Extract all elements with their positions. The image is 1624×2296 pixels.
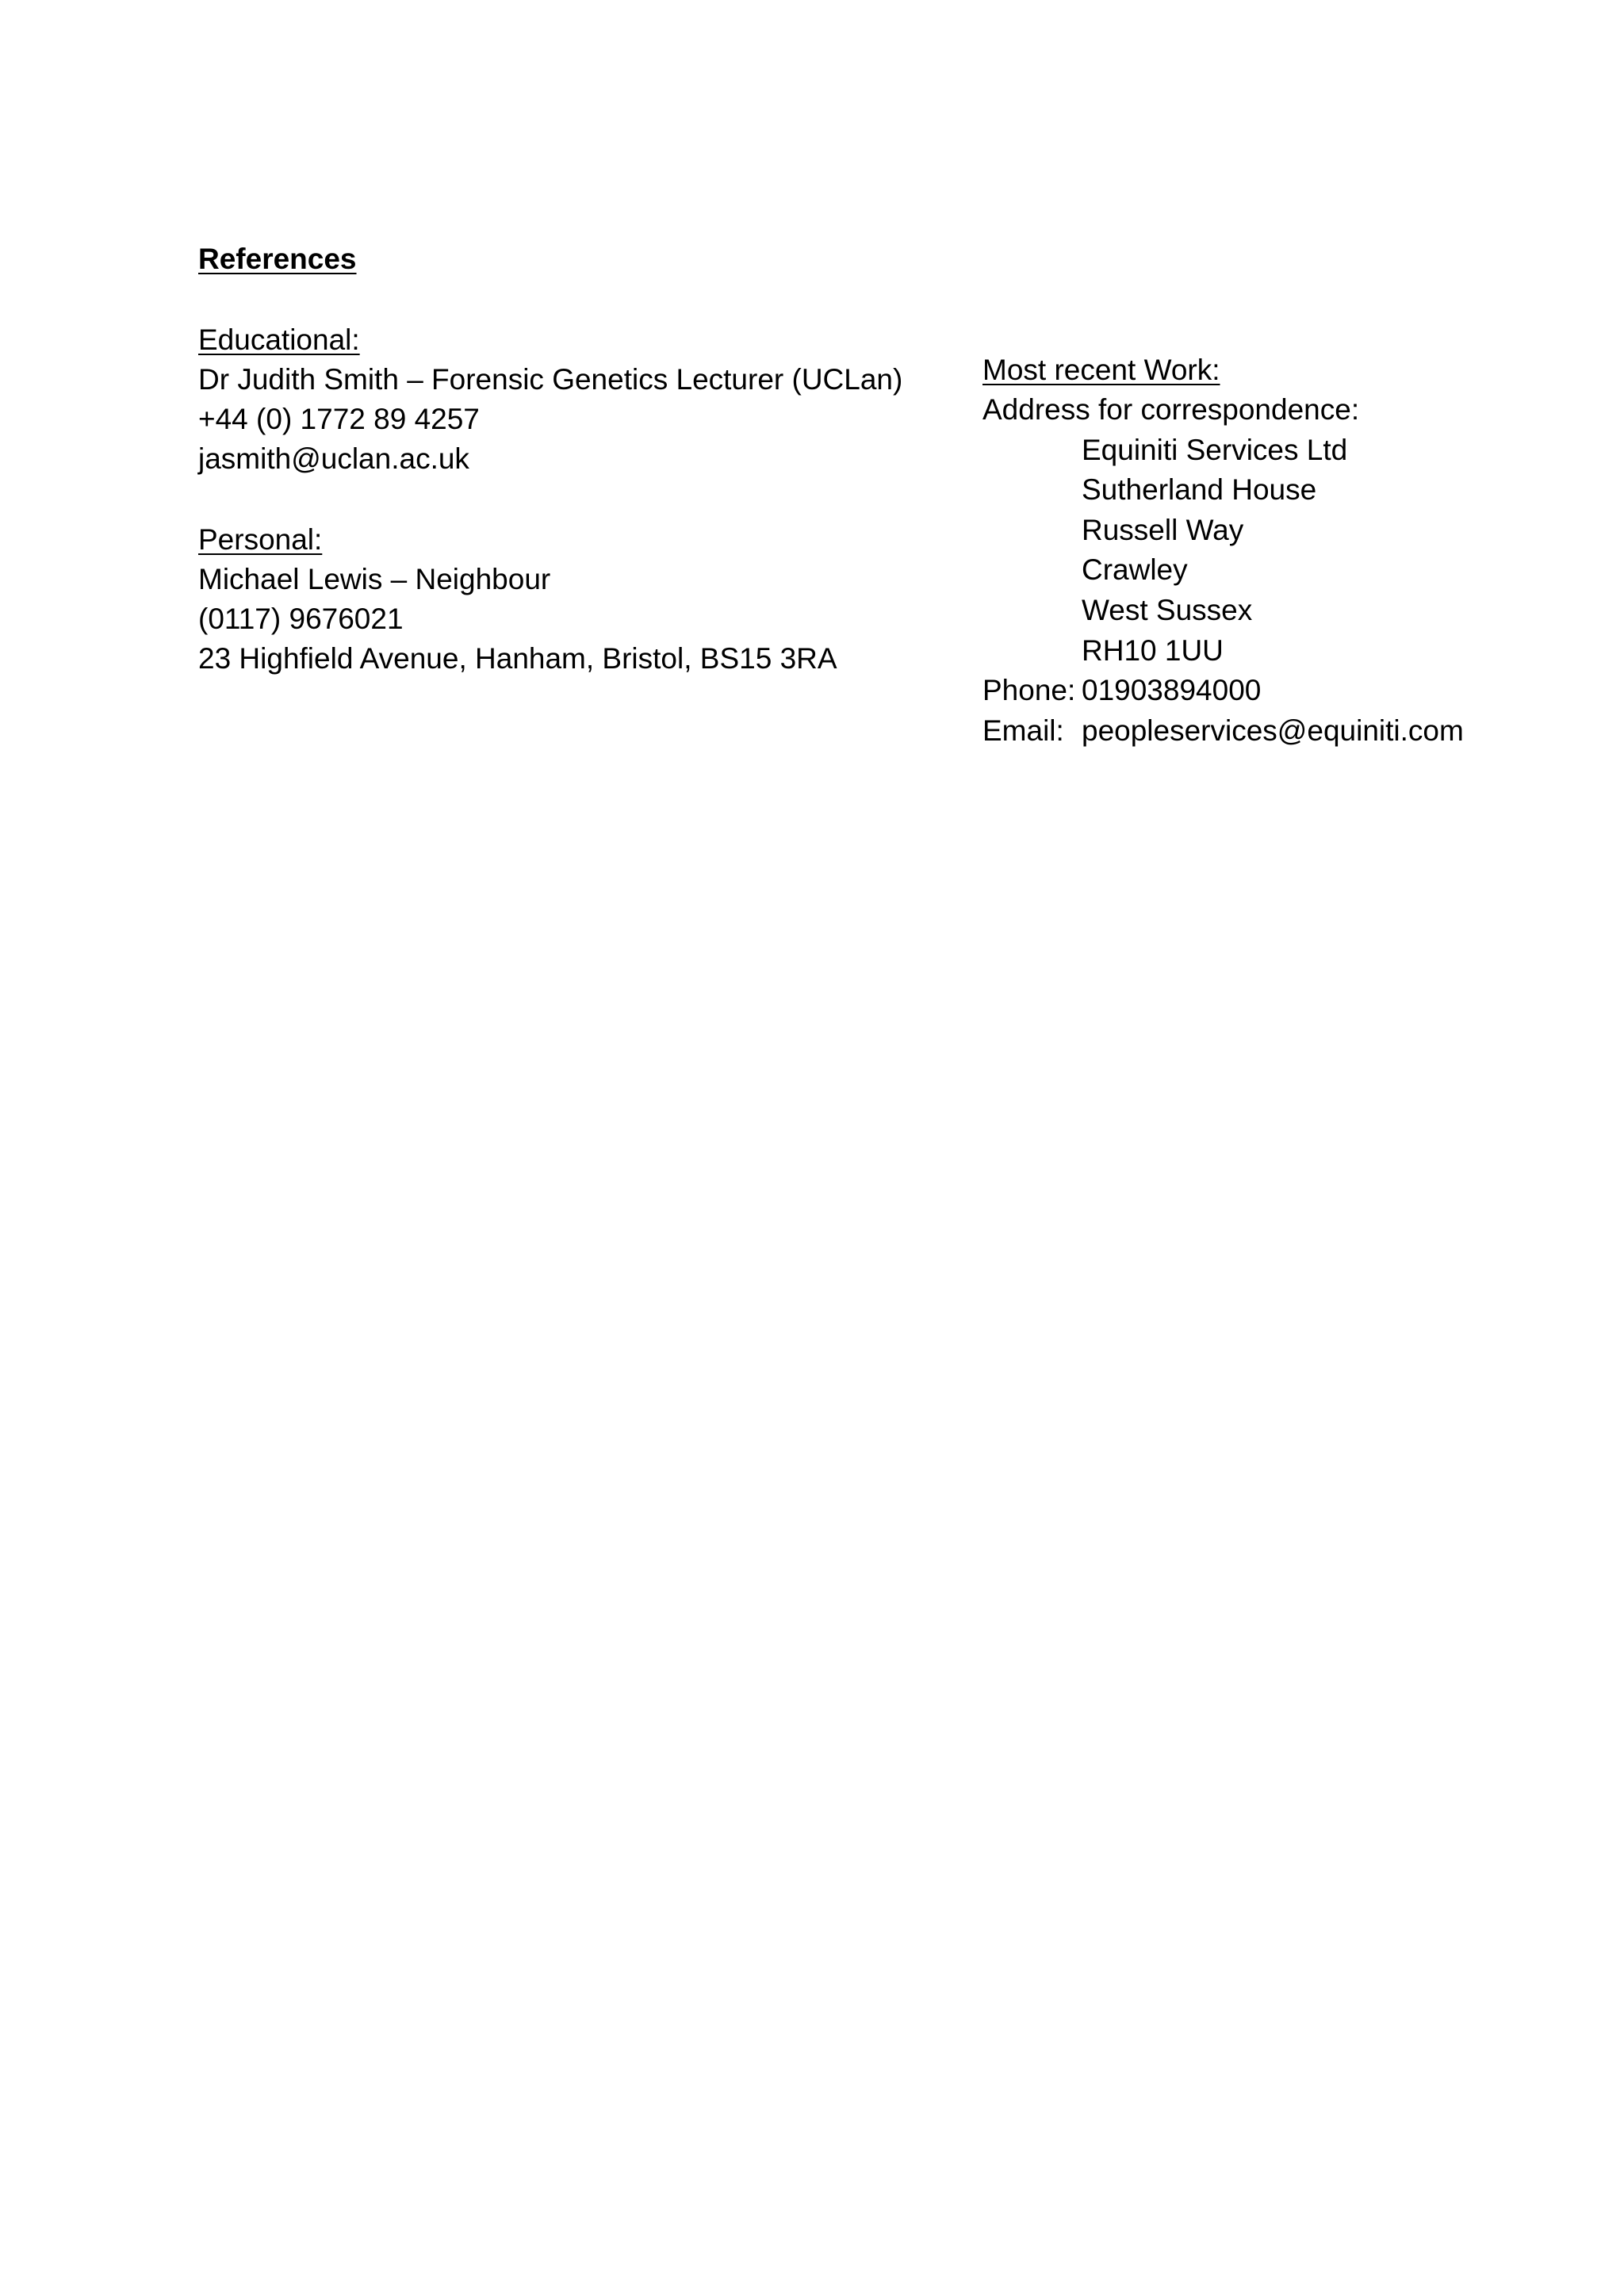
work-address-label: Address for correspondence: (982, 393, 1360, 426)
work-address-line: Russell Way (1082, 514, 1244, 546)
work-address-line: Crawley (1082, 553, 1188, 586)
work-email: peopleservices@equiniti.com (1082, 714, 1464, 747)
work-label: Most recent Work: (982, 354, 1220, 386)
work-phone: 01903894000 (1082, 674, 1262, 706)
references-heading: References (198, 243, 357, 275)
personal-label: Personal: (198, 523, 323, 556)
work-address-line: West Sussex (1082, 594, 1253, 626)
work-address-line: Sutherland House (1082, 473, 1317, 506)
educational-phone: +44 (0) 1772 89 4257 (198, 403, 480, 435)
work-phone-label: Phone: (982, 674, 1076, 706)
educational-email: jasmith@uclan.ac.uk (198, 442, 469, 475)
work-address-line: RH10 1UU (1082, 634, 1224, 667)
personal-address: 23 Highfield Avenue, Hanham, Bristol, BS15 3RA (198, 642, 837, 675)
personal-name: Michael Lewis – Neighbour (198, 563, 551, 595)
educational-name: Dr Judith Smith – Forensic Genetics Lecturer (UCLan) (198, 363, 903, 396)
work-address-line: Equiniti Services Ltd (1082, 434, 1348, 466)
work-email-label: Email: (982, 714, 1064, 747)
educational-label: Educational: (198, 323, 360, 356)
personal-phone: (0117) 9676021 (198, 603, 404, 635)
